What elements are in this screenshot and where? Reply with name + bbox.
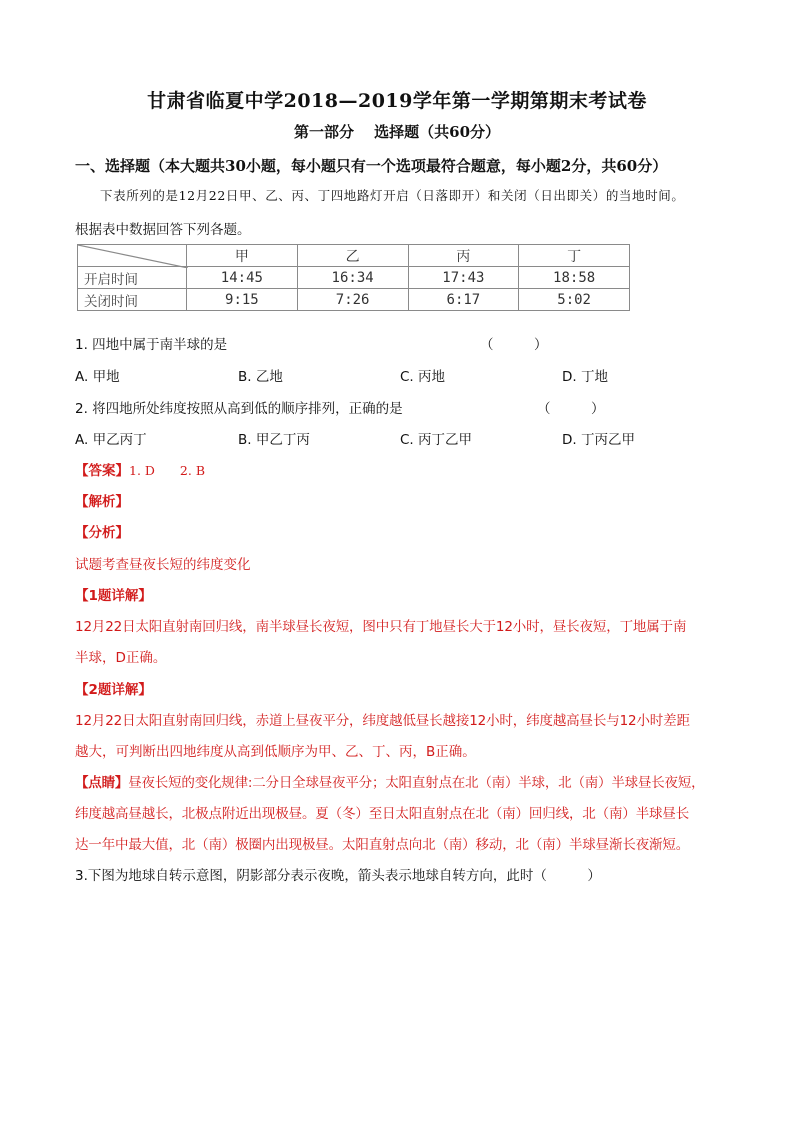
column-header: 乙 <box>297 245 408 267</box>
detail-2-line: 12月22日太阳直射南回归线，赤道上昼夜平分，纬度越低昼长越接12小时，纬度越高昼长与12小时差距 <box>75 713 690 729</box>
row-label: 开启时间 <box>78 267 187 289</box>
question-2-stem: 2. 将四地所处纬度按照从高到低的顺序排列，正确的是 <box>75 401 403 417</box>
table-header-row <box>78 245 630 267</box>
lamp-time-table <box>77 244 630 311</box>
diagonal-line-icon <box>78 245 188 268</box>
question-1-stem: 1. 四地中属于南半球的是 <box>75 337 228 353</box>
question-intro: 下表所列的是12月22日甲、乙、丙、丁四地路灯开启（日落即开）和关闭（日出即关）的当地时间。 <box>100 188 685 203</box>
column-header: 丁 <box>519 245 630 267</box>
question-2-bracket: （ ） <box>537 401 605 417</box>
answer-label: 【答案】 <box>75 463 129 479</box>
question-1-option-a: A. 甲地 <box>75 369 120 385</box>
answer-line <box>75 459 205 479</box>
table-cell: 5:02 <box>519 289 630 311</box>
table-cell: 9:15 <box>187 289 298 311</box>
question-2-option-b: B. 甲乙丁丙 <box>238 432 310 448</box>
question-1-option-b: B. 乙地 <box>238 369 283 385</box>
table-cell: 7:26 <box>297 289 408 311</box>
table-cell: 16:34 <box>297 267 408 289</box>
answer-value: 1. D 2. B <box>129 463 206 478</box>
column-header: 丙 <box>408 245 519 267</box>
detail-1-label: 【1题详解】 <box>75 588 152 604</box>
question-2-option-a: A. 甲乙丙丁 <box>75 432 147 448</box>
tip-text: 昼夜长短的变化规律:二分日全球昼夜平分；太阳直射点在北（南）半球，北（南）半球昼长夜短， <box>128 775 705 791</box>
detail-2-line: 越大，可判断出四地纬度从高到低顺序为甲、乙、丁、丙，B正确。 <box>75 744 476 760</box>
table-prompt: 根据表中数据回答下列各题。 <box>75 222 251 238</box>
exam-title: 甘肃省临夏中学2018—2019学年第一学期第期末考试卷 <box>147 90 647 112</box>
table-corner-cell <box>78 245 187 267</box>
tip-line <box>75 771 704 791</box>
table-cell: 18:58 <box>519 267 630 289</box>
question-3-stem: 3.下图为地球自转示意图，阴影部分表示夜晚，箭头表示地球自转方向，此时（ ） <box>75 868 601 884</box>
section-heading: 一、选择题（本大题共30小题，每小题只有一个选项最符合题意，每小题2分，共60分） <box>75 157 668 175</box>
analysis-label: 【解析】 <box>75 494 129 510</box>
table-cell: 6:17 <box>408 289 519 311</box>
row-label: 关闭时间 <box>78 289 187 311</box>
table-cell: 14:45 <box>187 267 298 289</box>
question-1-bracket: （ ） <box>480 337 548 353</box>
table-row <box>78 267 630 289</box>
topic-line: 试题考查昼夜长短的纬度变化 <box>75 557 251 573</box>
detail-2-label: 【2题详解】 <box>75 682 152 698</box>
tip-label: 【点睛】 <box>75 775 129 791</box>
question-2-option-d: D. 丁丙乙甲 <box>562 432 635 448</box>
detail-1-line: 12月22日太阳直射南回归线，南半球昼长夜短，图中只有丁地昼长大于12小时，昼长夜短，丁地属于南 <box>75 619 687 635</box>
part-subtitle: 第一部分 选择题（共60分） <box>293 123 501 141</box>
question-2-option-c: C. 丙丁乙甲 <box>400 432 473 448</box>
fenxi-label: 【分析】 <box>75 525 129 541</box>
table-cell: 17:43 <box>408 267 519 289</box>
question-1-option-d: D. 丁地 <box>562 369 608 385</box>
tip-line: 达一年中最大值，北（南）极圈内出现极昼。太阳直射点向北（南）移动，北（南）半球昼渐长夜渐短。 <box>75 837 690 853</box>
table-row <box>78 289 630 311</box>
tip-line: 纬度越高昼越长，北极点附近出现极昼。夏（冬）至日太阳直射点在北（南）回归线，北（南）半球昼长 <box>75 806 690 822</box>
question-1-option-c: C. 丙地 <box>400 369 446 385</box>
detail-1-line: 半球，D正确。 <box>75 650 167 666</box>
column-header: 甲 <box>187 245 298 267</box>
